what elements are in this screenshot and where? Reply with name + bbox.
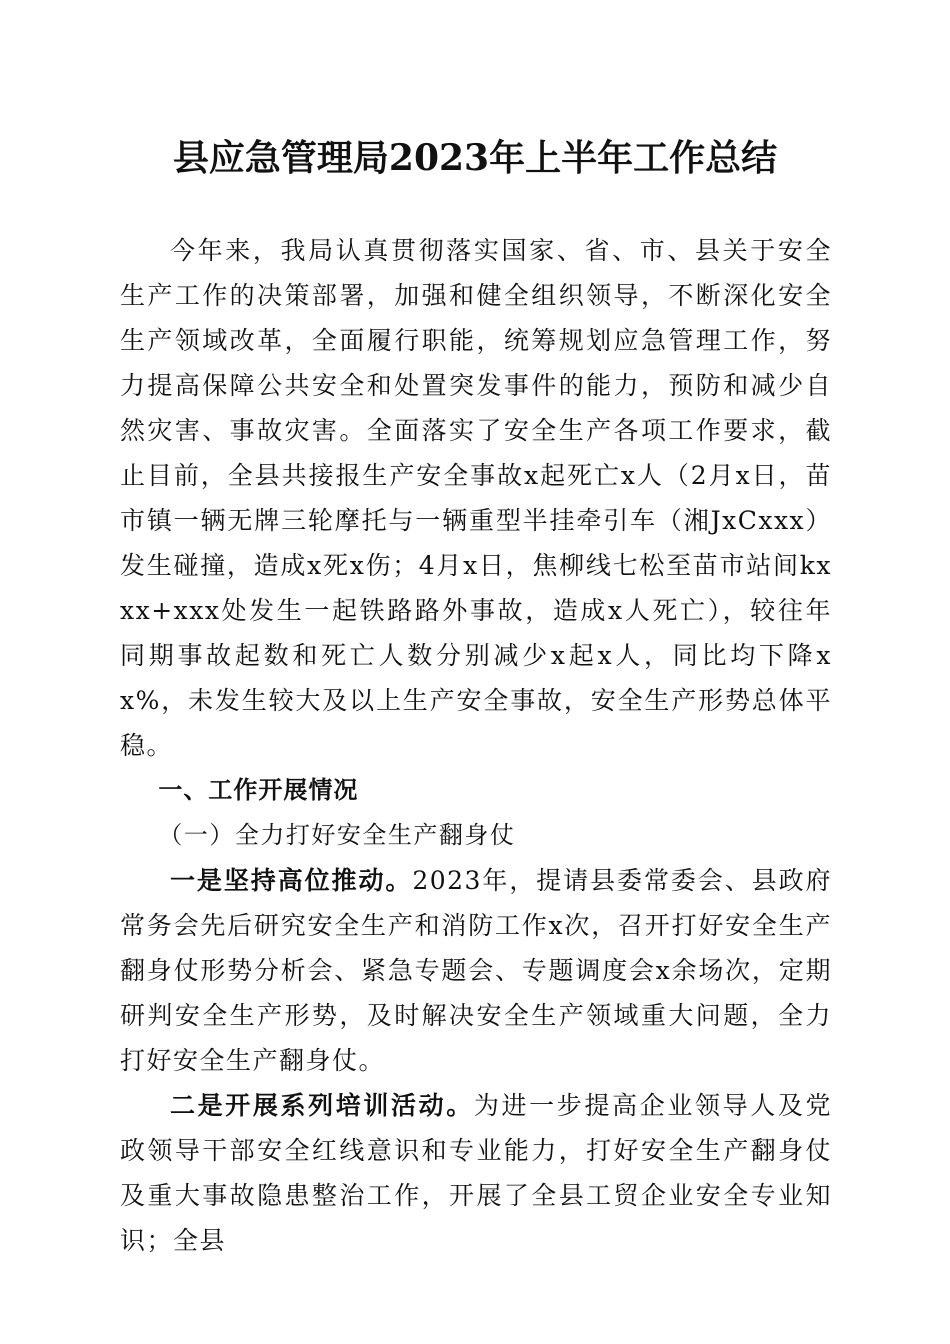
point-1-lead: 一是坚持高位推动。: [170, 866, 413, 895]
point-1-paragraph: [120, 858, 832, 1083]
point-2-body: 为进一步提高企业领导人及党政领导干部安全红线意识和专业能力，打好安全生产翻身仗及重大事故隐患整治工作，开展了全县工贸企业安全专业知识；全县: [120, 1091, 832, 1255]
document-body: [120, 228, 832, 1263]
section-heading-1: 一、工作开展情况: [158, 776, 359, 804]
point-1-body: 2023年，提请县委常委会、县政府常务会先后研究安全生产和消防工作x次，召开打好安全生产翻身仗形势分析会、紧急专题会、专题调度会x余场次，定期研判安全生产形势，及时解决安全生产领域重大问题，全力打好安全生产翻身仗。: [120, 866, 832, 1075]
intro-paragraph: 今年来，我局认真贯彻落实国家、省、市、县关于安全生产工作的决策部署，加强和健全组织领导，不断深化安全生产领域改革，全面履行职能，统筹规划应急管理工作，努力提高保障公共安全和处置突发事件的能力，预防和减少自然灾害、事故灾害。全面落实了安全生产各项工作要求，截止目前，全县共接报生产安全事故x起死亡x人（2月x日，苗市镇一辆无牌三轮摩托与一辆重型半挂牵引车（湘JxCxxx）发生碰撞，造成x死x伤；4月x日，焦柳线七松至苗市站间kxxx+xxx处发生一起铁路路外事故，造成x人死亡），较往年同期事故起数和死亡人数分别减少x起x人，同比均下降xx%，未发生较大及以上生产安全事故，安全生产形势总体平稳。: [120, 236, 832, 760]
point-2-paragraph: [120, 1083, 832, 1263]
point-2-lead: 二是开展系列培训活动。: [170, 1091, 474, 1120]
subsection-heading-1: （一）全力打好安全生产翻身仗: [158, 821, 516, 849]
document-title: 县应急管理局2023年上半年工作总结: [172, 137, 778, 179]
